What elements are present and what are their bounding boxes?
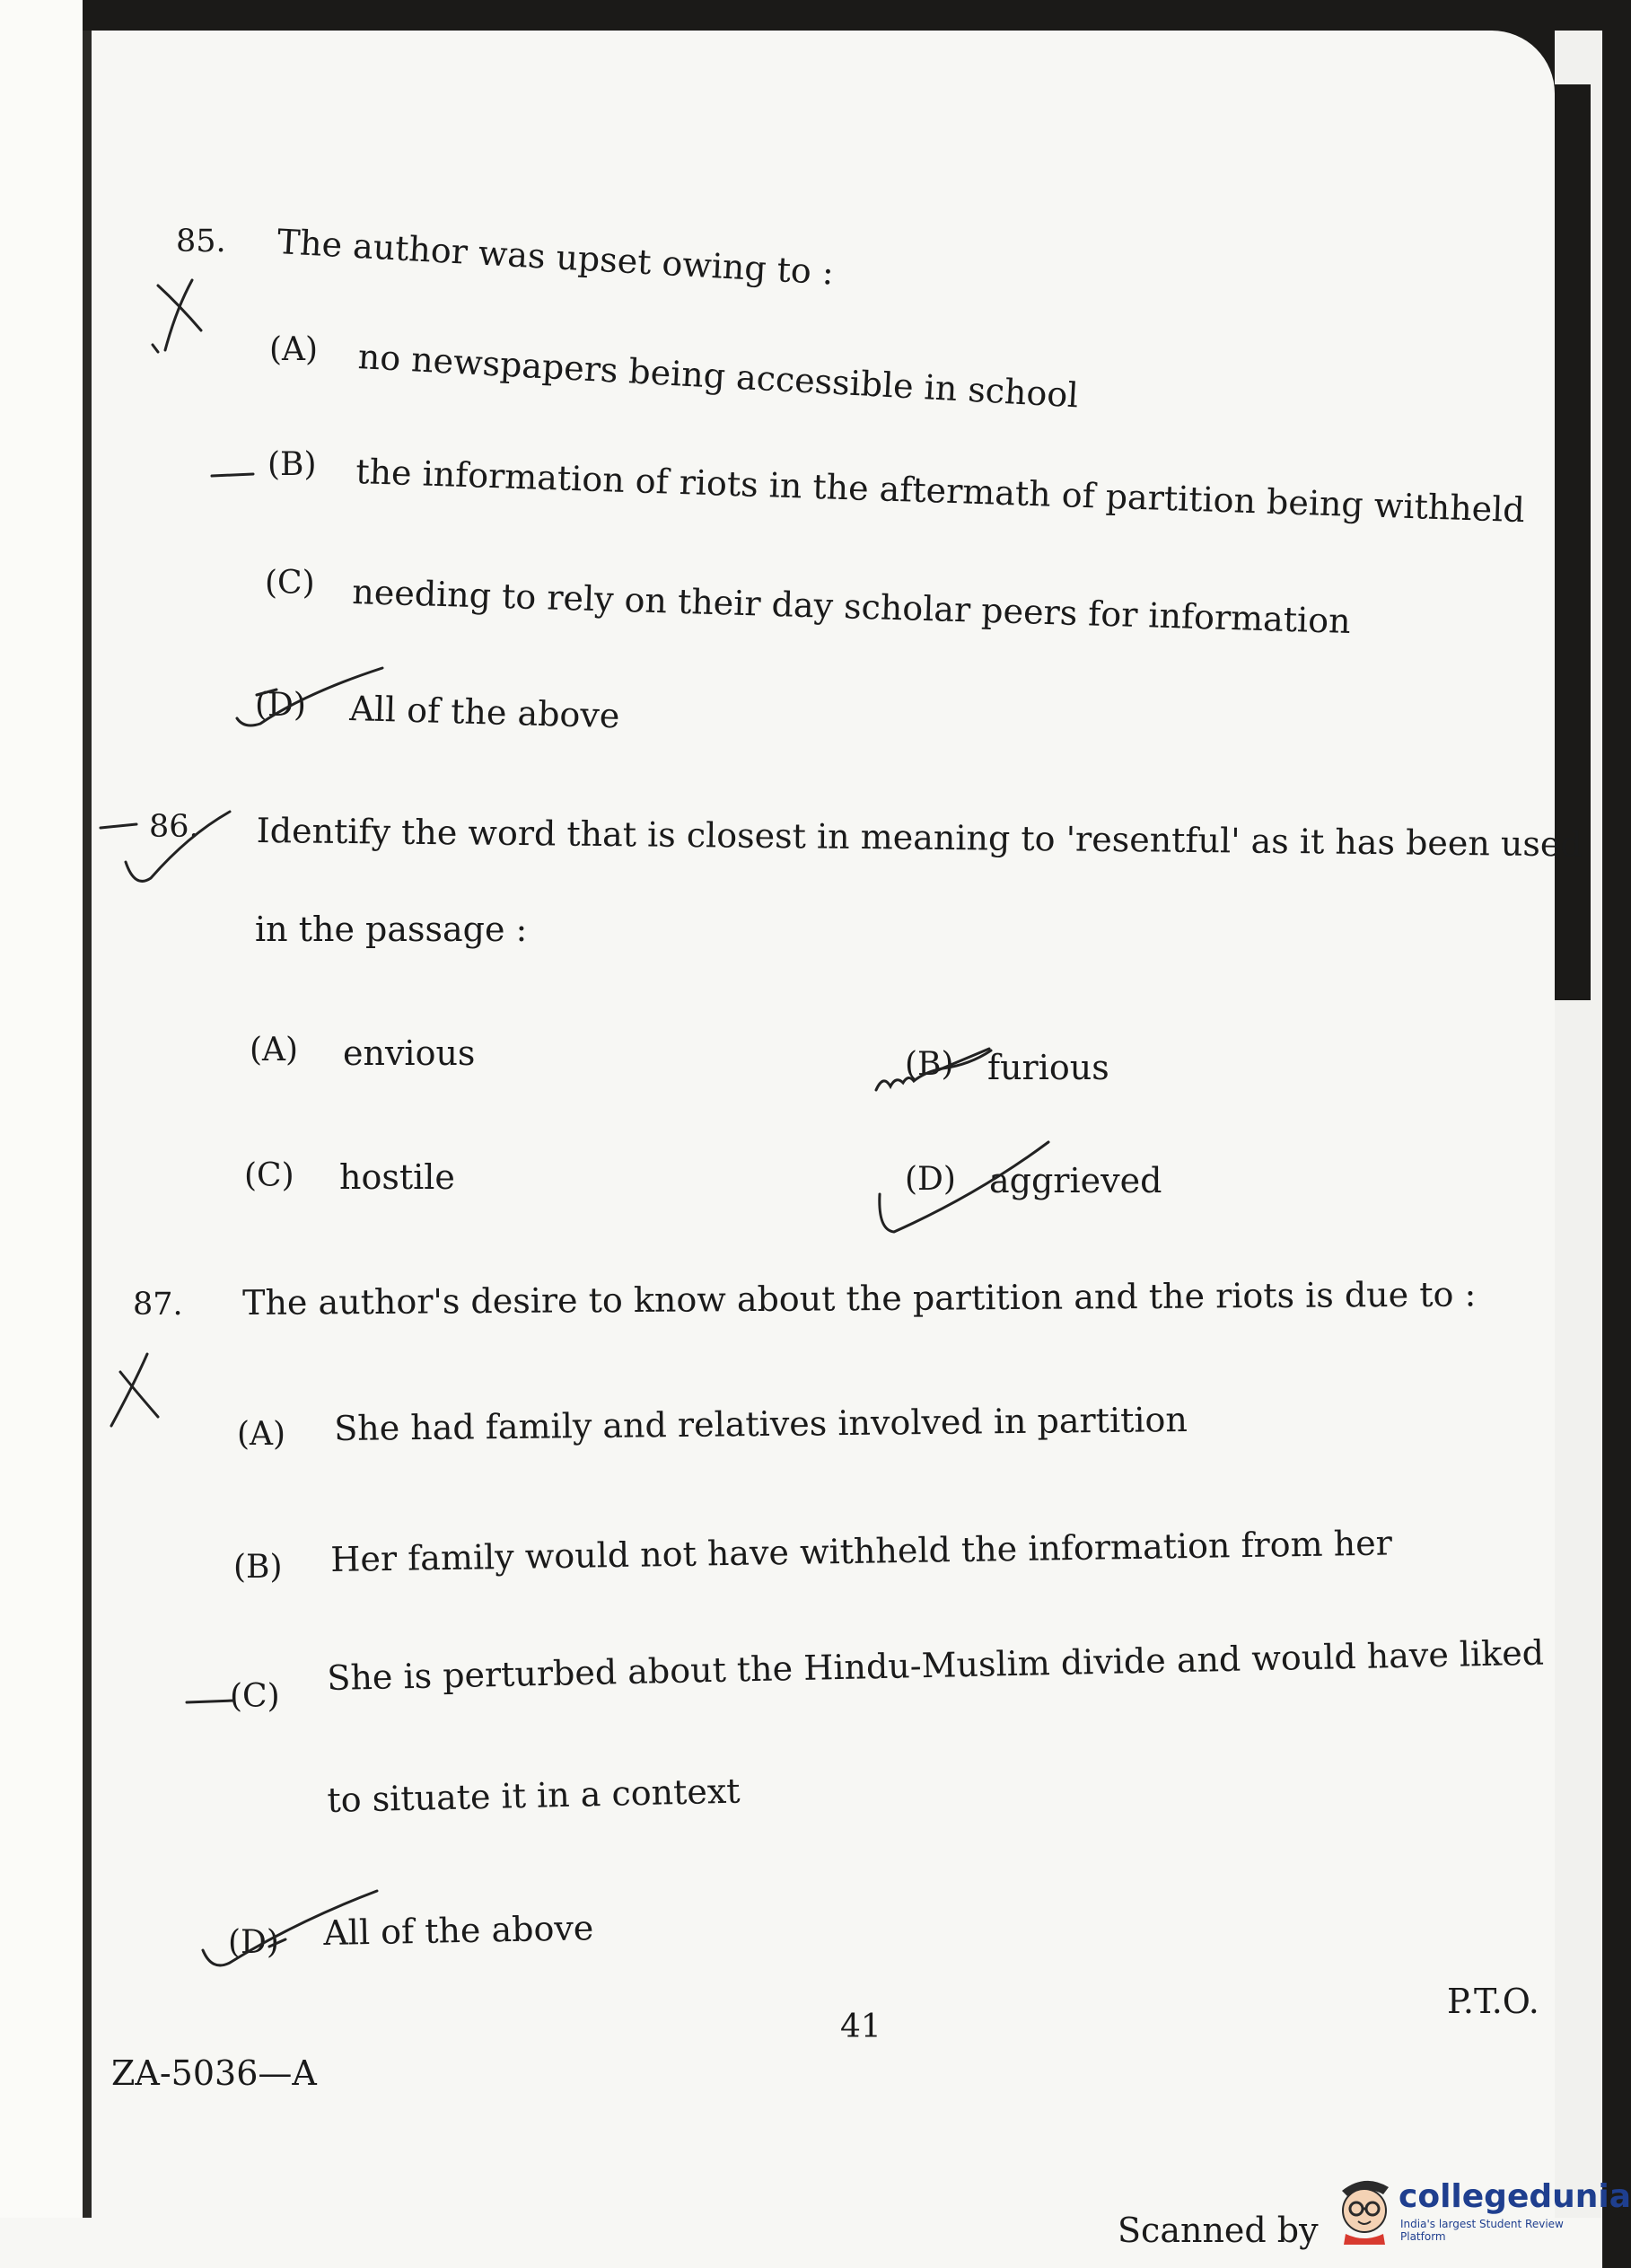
scanned-by-label: Scanned by <box>1118 2211 1319 2250</box>
binding-shadow <box>83 31 92 2221</box>
option-text: Her family would not have withheld the information from her <box>329 1523 1393 1579</box>
option-label: (C) <box>230 1678 280 1715</box>
option-label: (B) <box>905 1046 954 1083</box>
pto-label: P.T.O. <box>1447 1982 1539 2021</box>
option-label: (D) <box>228 1924 279 1961</box>
page-number: 41 <box>840 2009 881 2045</box>
option-label: (C) <box>244 1157 294 1194</box>
option-label: (D) <box>905 1161 956 1198</box>
brand-name: collegedunia <box>1399 2178 1631 2215</box>
option-text: the information of riots in the aftermath of partition being withheld <box>355 452 1526 531</box>
page-margin <box>0 0 83 2268</box>
question-number: 86. <box>149 809 199 845</box>
question-number: 87. <box>133 1287 183 1323</box>
option-text: She had family and relatives involved in partition <box>333 1400 1188 1448</box>
option-label: (B) <box>233 1549 283 1586</box>
option-text: All of the above <box>348 689 620 736</box>
question-number: 85. <box>176 224 226 259</box>
question-stem: The author's desire to know about the partition and the riots is due to : <box>241 1274 1477 1323</box>
paper-code: ZA-5036—A <box>111 2053 317 2093</box>
option-text: no newspapers being accessible in school <box>356 337 1080 416</box>
option-text: hostile <box>339 1157 455 1197</box>
brand-tagline: India's largest Student Review Platform <box>1400 2218 1564 2243</box>
question-stem-continued: in the passage : <box>255 910 528 949</box>
option-text-continued: to situate it in a context <box>326 1771 741 1820</box>
question-stem: Identify the word that is closest in meaning to 'resentful' as it has been used <box>256 811 1583 865</box>
option-label: (A) <box>269 331 319 368</box>
option-label: (C) <box>265 565 315 602</box>
mascot-icon <box>1333 2171 1396 2245</box>
option-label: (A) <box>250 1032 299 1068</box>
question-stem: The author was upset owing to : <box>276 222 835 293</box>
option-label: (B) <box>267 446 317 483</box>
option-label: (D) <box>255 687 306 724</box>
option-text: aggrieved <box>989 1161 1162 1200</box>
option-text: needing to rely on their day scholar peers for information <box>351 572 1352 641</box>
page-edge <box>1555 31 1602 2221</box>
option-text: envious <box>343 1033 476 1073</box>
option-label: (A) <box>237 1416 286 1453</box>
option-text: She is perturbed about the Hindu-Muslim divide and would have liked <box>326 1632 1545 1698</box>
option-text: All of the above <box>322 1908 594 1953</box>
option-text: furious <box>987 1048 1109 1087</box>
